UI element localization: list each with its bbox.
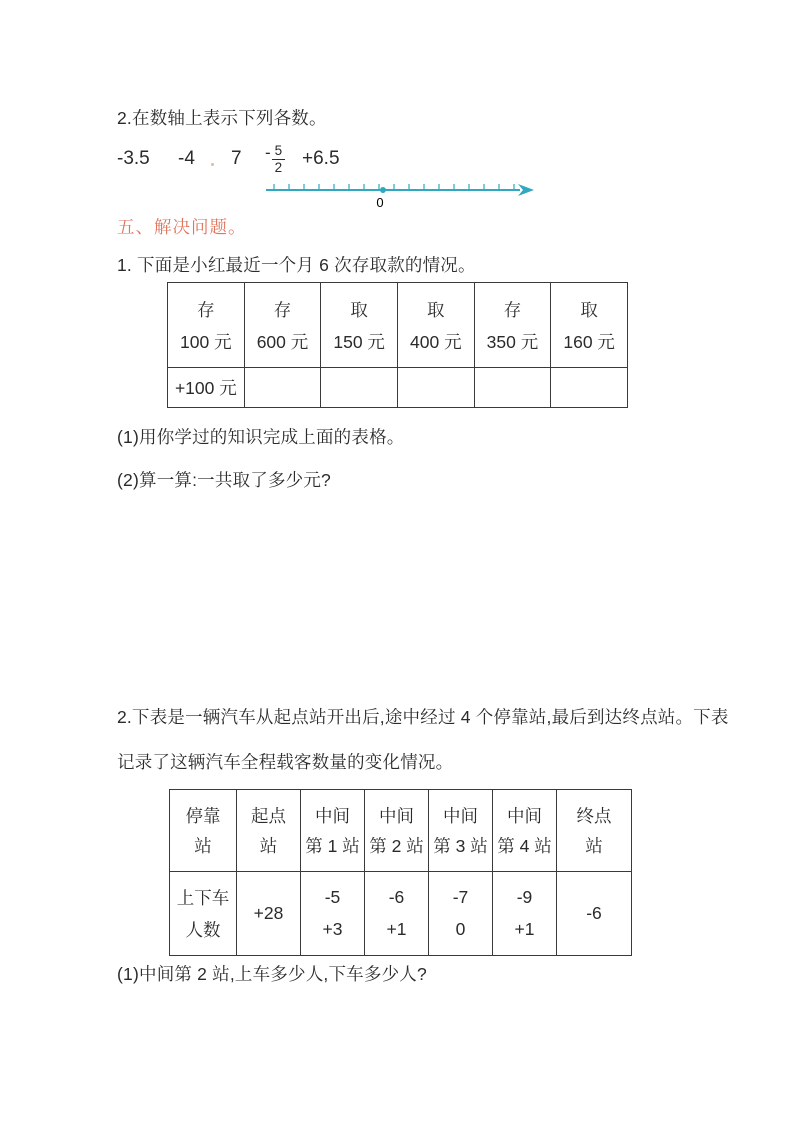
problem2-intro-line1: 2.下表是一辆汽车从起点站开出后,途中经过 4 个停靠站,最后到达终点站。下表 (117, 707, 729, 727)
stop-name-line1: 起点 (251, 805, 286, 826)
txn-amount: 150 元 (333, 331, 385, 352)
stop-name-line1: 中间 (379, 805, 414, 826)
fraction-denominator: 2 (274, 160, 283, 175)
header-cell (557, 790, 632, 872)
answer-blank-cell (397, 368, 474, 408)
txn-amount: 350 元 (486, 331, 539, 352)
on-count: +1 (514, 918, 535, 939)
header-cell (365, 790, 429, 872)
txn-type: 取 (350, 299, 368, 320)
answer-blank-cell (551, 368, 628, 408)
zero-point-marker (380, 187, 386, 193)
bus-table-data-row (170, 872, 632, 956)
off-count: -5 (324, 887, 341, 908)
problem2-question1: (1)中间第 2 站,上车多少人,下车多少人? (117, 964, 427, 984)
bus-stops-table (169, 789, 632, 956)
header-cell (301, 790, 365, 872)
passenger-change-value: +28 (253, 903, 284, 923)
header-cell (321, 283, 398, 368)
txn-amount: 400 元 (410, 331, 462, 352)
answer-blank-cell (474, 368, 551, 408)
on-count: +3 (322, 918, 343, 939)
stop-name-line2: 第 4 站 (497, 836, 552, 857)
stop-name-line2: 第 1 站 (305, 836, 360, 857)
bus-table-header-row (170, 790, 632, 872)
passenger-change-cell (429, 872, 493, 956)
stop-name-line1: 终点 (576, 805, 612, 826)
stop-name-line2: 站 (585, 836, 603, 857)
section-five-heading: 五、解决问题。 (117, 217, 247, 237)
stop-name-line1: 停靠 (185, 805, 221, 826)
txn-type: 存 (197, 299, 215, 320)
number-value-2: -4 (178, 148, 195, 169)
header-cell (397, 283, 474, 368)
deposit-withdraw-answer-row (168, 368, 628, 408)
txn-type: 存 (273, 299, 292, 320)
row-label-line1: 上下车 (176, 888, 230, 909)
fraction-numerator: 5 (272, 143, 286, 160)
txn-type: 取 (580, 299, 598, 320)
answer-blank-cell (321, 368, 398, 408)
number-value-3: 7 (231, 148, 242, 169)
row-label-line2: 人数 (185, 919, 221, 940)
txn-amount: 100 元 (180, 331, 232, 352)
stop-name-line1: 中间 (443, 805, 478, 826)
number-line (266, 176, 538, 212)
arrowhead-icon (518, 184, 534, 196)
off-count: -9 (516, 887, 533, 908)
fraction-sign: - (265, 142, 271, 162)
number-value-5: +6.5 (302, 148, 340, 169)
passenger-change-cell (493, 872, 557, 956)
stop-name-line2: 第 3 站 (433, 836, 488, 857)
header-cell (474, 283, 551, 368)
passenger-change-cell (237, 872, 301, 956)
txn-type: 存 (503, 299, 522, 320)
passenger-change-cell (557, 872, 632, 956)
off-count: -6 (388, 887, 405, 908)
txn-amount: 600 元 (256, 331, 309, 352)
header-cell (493, 790, 557, 872)
passenger-change-value: -6 (586, 903, 602, 923)
stop-name-line2: 站 (259, 836, 278, 857)
on-count: +1 (386, 918, 407, 939)
header-cell (551, 283, 628, 368)
txn-type: 取 (427, 299, 445, 320)
off-count: -7 (452, 887, 469, 908)
passenger-change-cell (365, 872, 429, 956)
txn-amount: 160 元 (563, 331, 615, 352)
deposit-withdraw-header-row (168, 283, 628, 368)
on-count: 0 (455, 918, 466, 939)
number-value-1: -3.5 (117, 148, 150, 169)
header-cell (168, 283, 245, 368)
deposit-withdraw-table (167, 282, 628, 408)
fraction-value (265, 142, 285, 175)
header-cell (170, 790, 237, 872)
numberline-question-title: 2.在数轴上表示下列各数。 (117, 108, 327, 128)
header-cell (244, 283, 321, 368)
problem2-intro-line2: 记录了这辆汽车全程载客数量的变化情况。 (117, 752, 454, 772)
zero-label: 0 (376, 195, 384, 210)
problem1-intro: 1. 下面是小红最近一个月 6 次存取款的情况。 (117, 255, 476, 275)
row-label-cell (170, 872, 237, 956)
header-cell (237, 790, 301, 872)
stop-name-line1: 中间 (507, 805, 542, 826)
stop-name-line1: 中间 (315, 805, 350, 826)
signed-value-cell: +100 元 (168, 368, 245, 408)
stop-name-line2: 站 (194, 836, 212, 857)
problem1-question1: (1)用你学过的知识完成上面的表格。 (117, 427, 405, 447)
stray-dot-mark (211, 163, 214, 166)
stop-name-line2: 第 2 站 (369, 836, 424, 857)
header-cell (429, 790, 493, 872)
passenger-change-cell (301, 872, 365, 956)
problem1-question2: (2)算一算:一共取了多少元? (117, 470, 331, 490)
answer-blank-cell (244, 368, 321, 408)
